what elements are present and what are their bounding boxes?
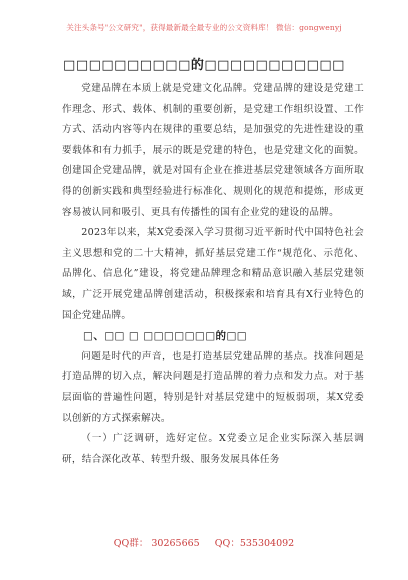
footer-qq-group: QQ群： 30265665	[113, 538, 200, 549]
footer-contact	[0, 535, 408, 549]
footer-qq-number: QQ：535304092	[214, 538, 295, 549]
section-heading: □、□□ □ □□□□□□□的□□	[83, 330, 248, 343]
paragraph-2: 2023年以来，某X党委深入学习贯彻习近平新时代中国特色社会主义思想和党的二十大精神，抓好基层党建工作“规范化、示范化、品牌化、信息化”建设，将党建品牌理念和精品意识融入基层党建领域，广泛开展党建品牌创建活动，积极探索和培育具有X行业特色的国企党建品牌。	[62, 227, 364, 321]
paragraph-1: 党建品牌在本质上就是党建文化品牌。党建品牌的建设是党建工作理念、形式、载体、机制的重要创新，是党建工作组织设置、工作方式、活动内容等内在规律的重要总结，是加强党的先进性建设的重要载体和有力抓手，展示的既是党建的特色，也是党建文化的面貌。创建国企党建品牌，就是对国有企业在推进基层党建领域各方面所取得的创新实践和典型经验进行标准化、规则化的规范和提炼，形成更容易被认同和吸引、更具有传播性的国有企业党的建设的品牌。	[62, 83, 364, 218]
document-body	[62, 79, 364, 470]
paragraph-4: （一）广泛调研，选好定位。X党委立足企业实际深入基层调研，结合深化改革、转型升级、服务发展具体任务	[62, 433, 364, 465]
header-notice: 关注头条号"公文研究"，获得最新最全最专业的公文资料库！ 微信：gongwenyj	[66, 23, 342, 32]
paragraph-3: 问题是时代的声音，也是打造基层党建品牌的基点。找准问题是打造品牌的切入点，解决问题是打造品牌的着力点和发力点。对于基层面临的普遍性问题，特别是针对基层党建中的短板弱项，某X党委以创新的方式探索解决。	[62, 350, 364, 424]
document-title: □□□□□□□□□□的□□□□□□□□□□□	[63, 58, 345, 73]
